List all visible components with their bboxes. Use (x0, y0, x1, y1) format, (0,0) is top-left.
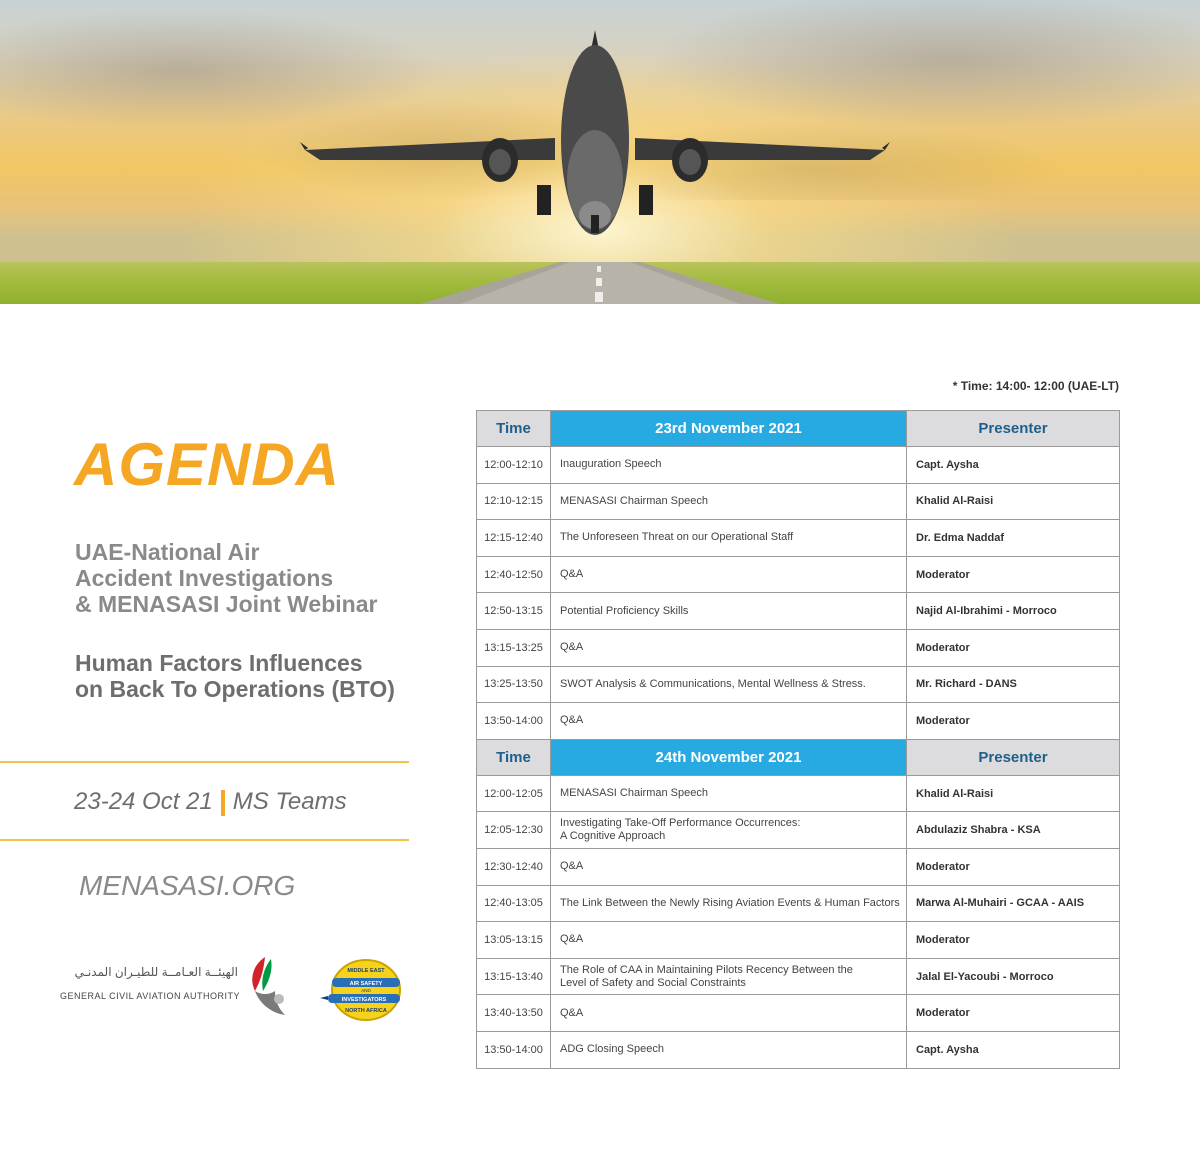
event-title (75, 539, 435, 617)
airplane-icon (300, 20, 890, 240)
divider (0, 839, 409, 841)
time-cell: 12:15-12:40 (477, 520, 551, 557)
logo-text: MIDDLE EAST (347, 968, 385, 974)
gcaa-english-name: GENERAL CIVIL AVIATION AUTHORITY (60, 991, 241, 1001)
presenter-cell: Moderator (907, 995, 1120, 1032)
session-cell (551, 703, 907, 740)
session-line: Q&A (560, 568, 584, 581)
logo-text: NORTH AFRICA (345, 1008, 387, 1014)
session-cell (551, 1031, 907, 1068)
table-row (477, 885, 1120, 922)
table-row (477, 848, 1120, 885)
presenter-cell: Moderator (907, 848, 1120, 885)
table-row (477, 666, 1120, 703)
header-date: 23rd November 2021 (551, 411, 907, 447)
session-cell (551, 958, 907, 995)
session-cell (551, 593, 907, 630)
time-cell: 13:40-13:50 (477, 995, 551, 1032)
header-time: Time (477, 411, 551, 447)
day-header-row (477, 411, 1120, 447)
time-cell: 13:15-13:25 (477, 629, 551, 666)
session-cell (551, 885, 907, 922)
time-cell: 12:00-12:10 (477, 447, 551, 484)
presenter-cell: Capt. Aysha (907, 1031, 1120, 1068)
event-platform: MS Teams (232, 788, 347, 815)
header-presenter: Presenter (907, 411, 1120, 447)
session-line: The Link Between the Newly Rising Aviation Events & Human Factors (560, 896, 900, 909)
table-row (477, 1031, 1120, 1068)
presenter-cell: Khalid Al-Raisi (907, 483, 1120, 520)
logo-text: AIR SAFETY (349, 981, 383, 987)
session-cell (551, 775, 907, 812)
time-cell: 13:05-13:15 (477, 922, 551, 959)
presenter-cell: Jalal El-Yacoubi - Morroco (907, 958, 1120, 995)
table-row (477, 995, 1120, 1032)
session-cell (551, 995, 907, 1032)
session-line: A Cognitive Approach (560, 830, 666, 843)
session-cell (551, 922, 907, 959)
table-row (477, 447, 1120, 484)
event-title-line: Accident Investigations (75, 565, 334, 591)
session-line: MENASASI Chairman Speech (560, 494, 708, 507)
presenter-cell: Mr. Richard - DANS (907, 666, 1120, 703)
day-header-row (477, 739, 1120, 775)
table-row (477, 629, 1120, 666)
header-presenter: Presenter (907, 739, 1120, 775)
session-line: The Unforeseen Threat on our Operational Staff (560, 531, 794, 544)
time-cell: 12:30-12:40 (477, 848, 551, 885)
session-cell (551, 666, 907, 703)
session-line: Potential Proficiency Skills (560, 604, 689, 617)
website-link[interactable]: MENASASI.ORG (79, 870, 296, 901)
session-line: ADG Closing Speech (560, 1043, 664, 1056)
session-cell (551, 848, 907, 885)
presenter-cell: Moderator (907, 922, 1120, 959)
session-cell (551, 556, 907, 593)
table-row (477, 520, 1120, 557)
time-cell: 12:00-12:05 (477, 775, 551, 812)
presenter-cell: Moderator (907, 703, 1120, 740)
table-row (477, 775, 1120, 812)
time-cell: 12:10-12:15 (477, 483, 551, 520)
time-cell: 12:40-12:50 (477, 556, 551, 593)
logo-text: INVESTIGATORS (341, 997, 387, 1003)
table-row (477, 556, 1120, 593)
time-cell: 12:05-12:30 (477, 812, 551, 849)
time-cell: 13:50-14:00 (477, 1031, 551, 1068)
session-line: Investigating Take-Off Performance Occurrences: (560, 817, 801, 830)
gcaa-arabic-name: الهيئــة العـامــة للطيـران المدنـي (74, 965, 238, 979)
session-line: MENASASI Chairman Speech (560, 787, 708, 800)
presenter-cell: Dr. Edma Naddaf (907, 520, 1120, 557)
session-line: Level of Safety and Social Constraints (560, 976, 746, 989)
table-row (477, 812, 1120, 849)
presenter-cell: Khalid Al-Raisi (907, 775, 1120, 812)
session-line: Q&A (560, 933, 584, 946)
session-line: The Role of CAA in Maintaining Pilots Recency Between the (560, 963, 853, 976)
session-line: Q&A (560, 714, 584, 727)
presenter-cell: Abdulaziz Shabra - KSA (907, 812, 1120, 849)
event-subtitle (75, 650, 435, 702)
presenter-cell: Capt. Aysha (907, 447, 1120, 484)
header-date: 24th November 2021 (551, 739, 907, 775)
time-cell: 13:25-13:50 (477, 666, 551, 703)
agenda-title: AGENDA (74, 431, 341, 498)
presenter-cell: Najid Al-Ibrahimi - Morroco (907, 593, 1120, 630)
table-row (477, 703, 1120, 740)
event-subtitle-line: Human Factors Influences (75, 650, 363, 676)
event-subtitle-line: on Back To Operations (BTO) (75, 676, 395, 702)
table-row (477, 483, 1120, 520)
menasasi-logo (318, 958, 410, 1022)
agenda-table (476, 410, 1120, 1069)
time-cell: 12:40-13:05 (477, 885, 551, 922)
presenter-cell: Moderator (907, 629, 1120, 666)
session-cell (551, 447, 907, 484)
session-cell (551, 629, 907, 666)
table-row (477, 593, 1120, 630)
table-row (477, 958, 1120, 995)
gcaa-logo (58, 955, 293, 1020)
logo-text: AND (361, 988, 371, 993)
falcon-icon (245, 955, 293, 1019)
event-date: 23-24 Oct 21 (74, 788, 213, 815)
header-time: Time (477, 739, 551, 775)
time-cell: 13:50-14:00 (477, 703, 551, 740)
presenter-cell: Moderator (907, 556, 1120, 593)
time-note: * Time: 14:00- 12:00 (UAE-LT) (952, 379, 1119, 393)
time-cell: 13:15-13:40 (477, 958, 551, 995)
separator-bar (221, 790, 225, 816)
session-line: SWOT Analysis & Communications, Mental Wellness & Stress. (560, 677, 866, 690)
date-line (74, 788, 347, 816)
session-cell (551, 812, 907, 849)
session-line: Q&A (560, 641, 584, 654)
session-cell (551, 483, 907, 520)
session-line: Inauguration Speech (560, 458, 662, 471)
session-line: Q&A (560, 860, 584, 873)
event-title-line: UAE-National Air (75, 539, 260, 565)
session-cell (551, 520, 907, 557)
event-title-line: & MENASASI Joint Webinar (75, 591, 378, 617)
session-line: Q&A (560, 1006, 584, 1019)
hero-image (0, 0, 1200, 304)
presenter-cell: Marwa Al-Muhairi - GCAA - AAIS (907, 885, 1120, 922)
table-row (477, 922, 1120, 959)
runway (0, 262, 1200, 304)
time-cell: 12:50-13:15 (477, 593, 551, 630)
divider (0, 761, 409, 763)
